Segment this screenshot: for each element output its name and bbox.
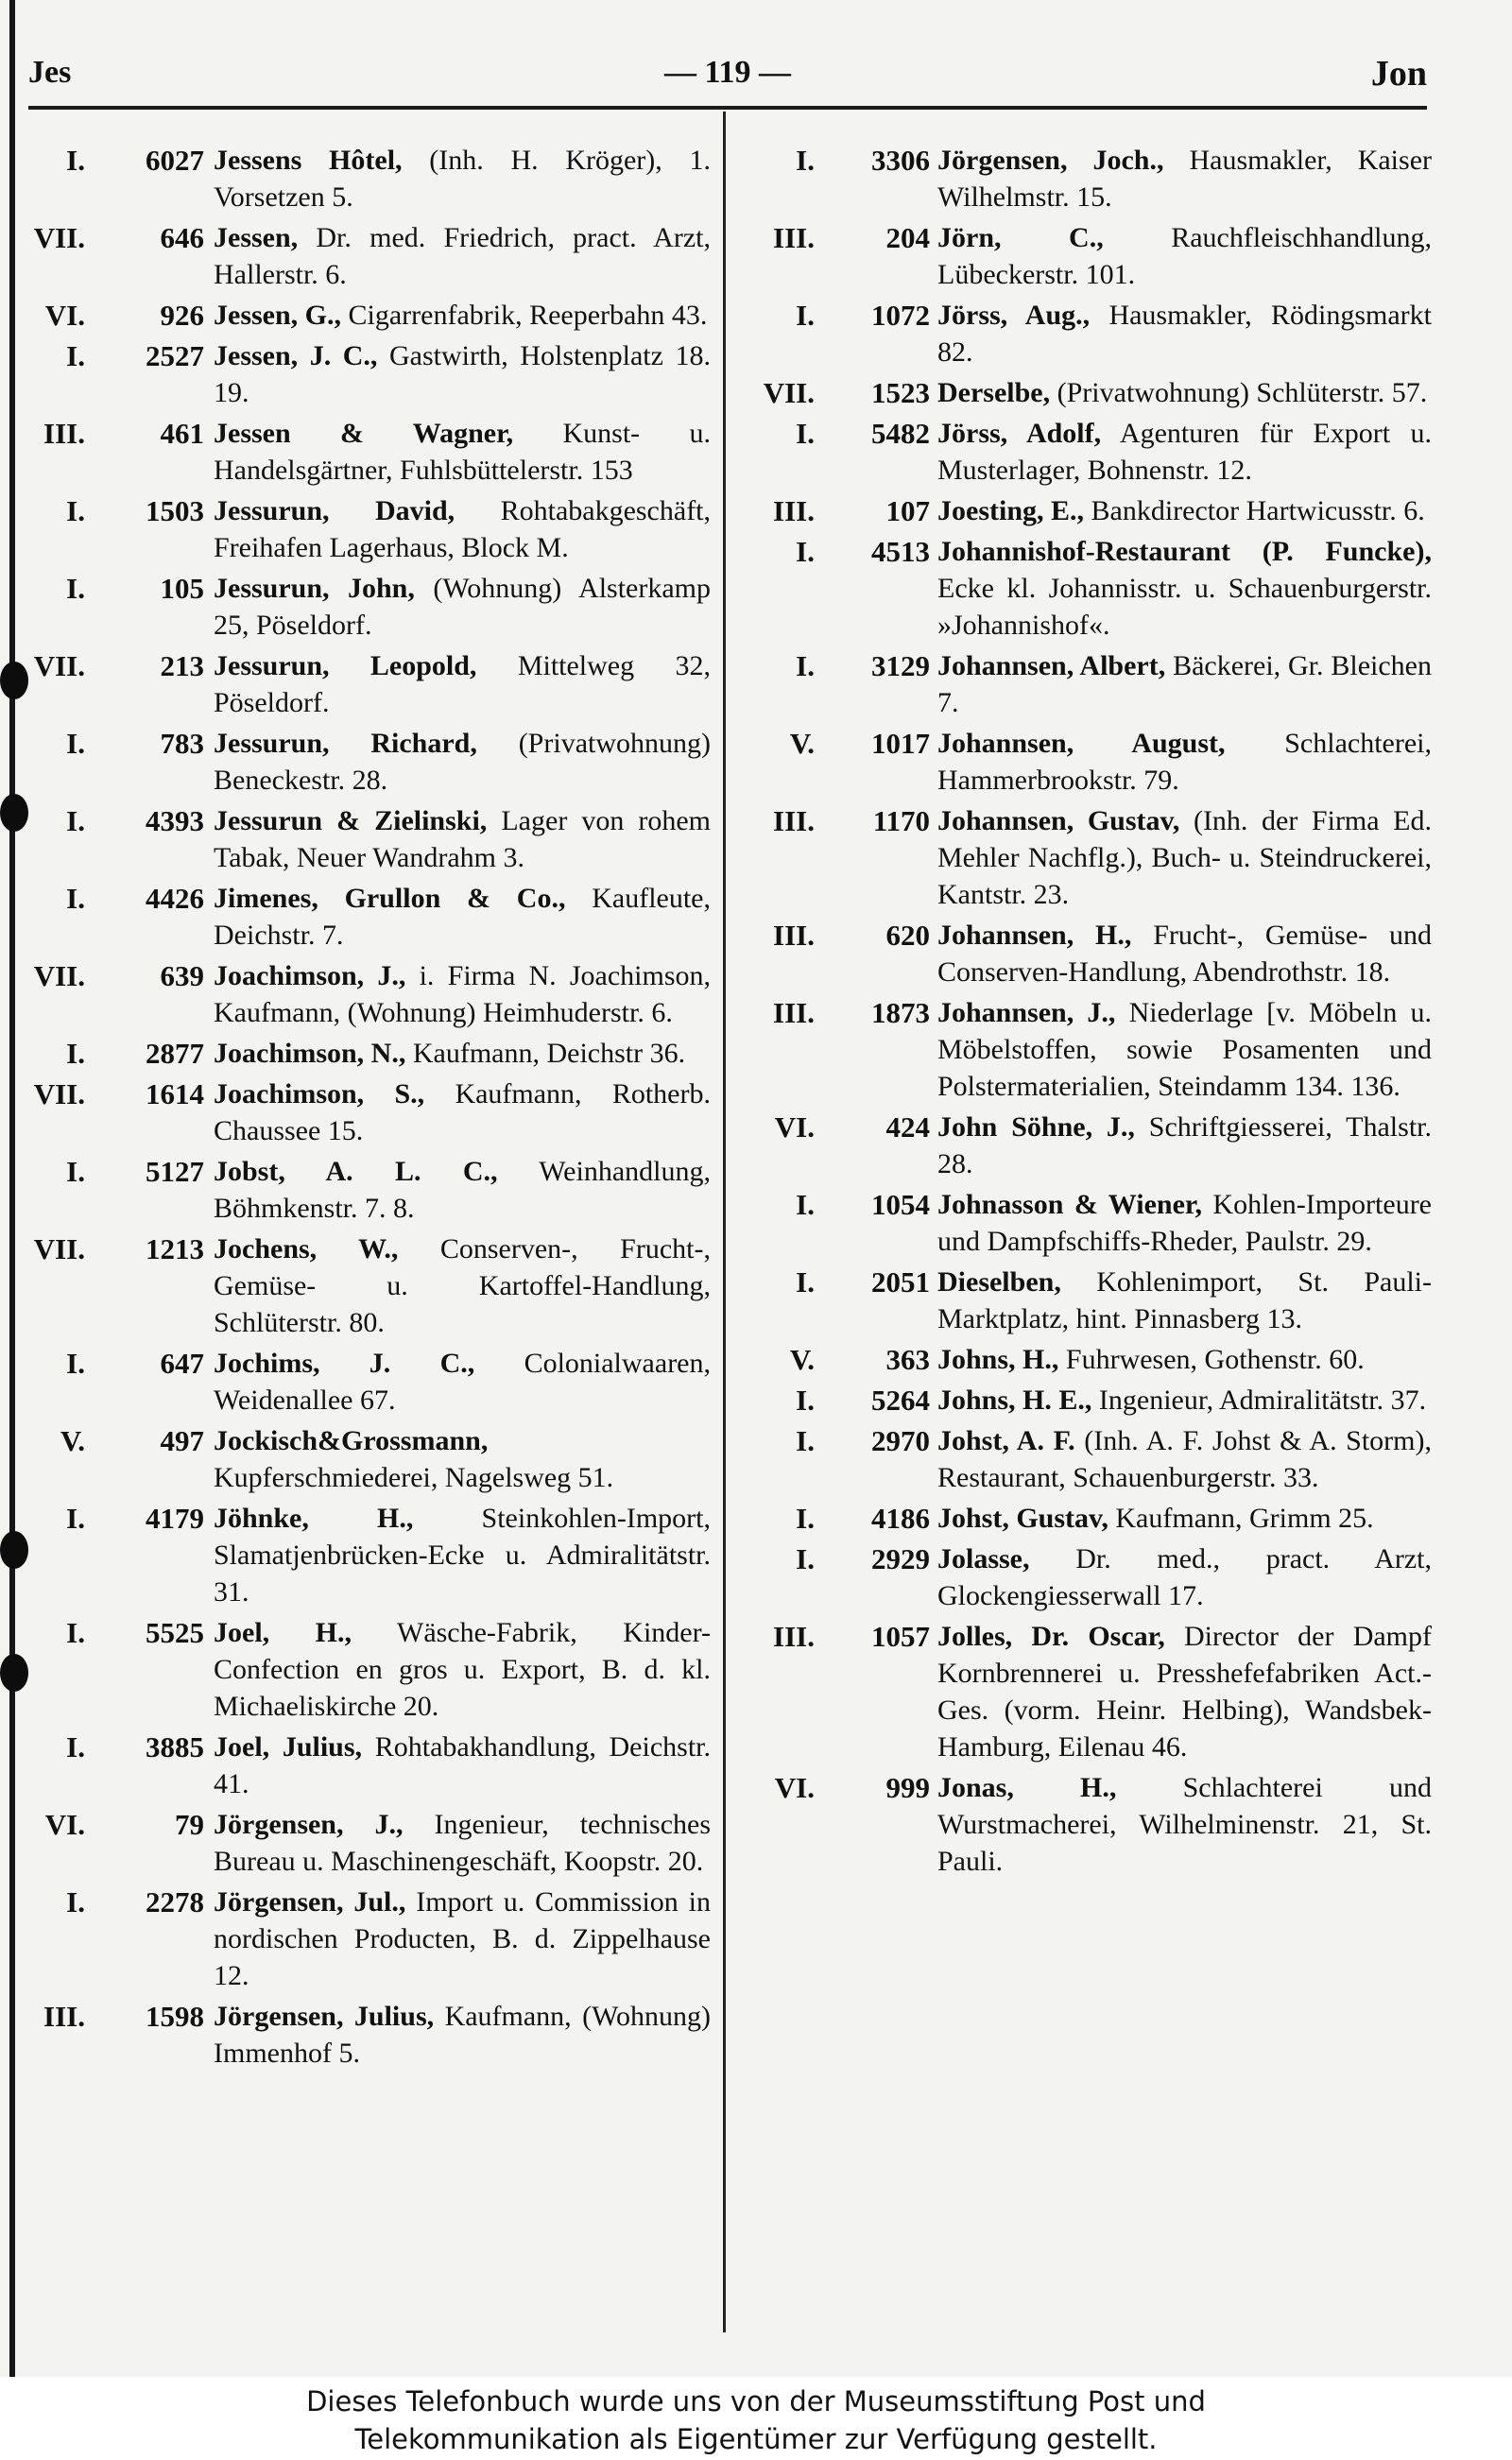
directory-entry <box>28 1345 711 1419</box>
entry-text <box>214 492 711 566</box>
entry-text <box>214 1075 711 1149</box>
subscriber-name: Jobst, A. L. C., <box>214 1156 498 1187</box>
subscriber-name: Johannsen, Albert, <box>937 650 1166 681</box>
directory-entry <box>737 1422 1432 1496</box>
directory-entry <box>28 957 711 1031</box>
binding-blot <box>0 662 28 699</box>
exchange-office: VI. <box>774 1771 815 1804</box>
subscriber-name: Johst, Gustav, <box>937 1503 1108 1534</box>
subscriber-details: (Privatwohnung) Beneckestr. 28. <box>214 728 711 796</box>
subscriber-details: Gastwirth, Holstenplatz 18. 19. <box>214 340 711 408</box>
exchange-office: VII. <box>33 1232 85 1265</box>
directory-entry <box>737 802 1432 913</box>
entry-text <box>937 492 1432 529</box>
subscriber-name: Jörgensen, Joch., <box>937 145 1164 176</box>
directory-entry <box>737 725 1432 799</box>
entry-text <box>937 802 1432 913</box>
directory-entry <box>28 1884 711 1994</box>
exchange-office: I. <box>66 1347 85 1380</box>
exchange-office: I. <box>66 1885 85 1918</box>
subscriber-details: Kupferschmiederei, Nagelsweg 51. <box>214 1462 614 1493</box>
phone-number: 5482 <box>871 417 930 450</box>
directory-entry <box>737 1618 1432 1765</box>
directory-entry <box>28 1806 711 1880</box>
subscriber-details: (Privatwohnung) Schlüterstr. 57. <box>1057 377 1428 408</box>
subscriber-details: Ecke kl. Johannisstr. u. Schauenburgerstr. »Johannishof«. <box>937 573 1432 641</box>
entry-text <box>214 647 711 721</box>
directory-entry <box>28 880 711 954</box>
phone-number: 783 <box>160 727 204 760</box>
phone-number: 926 <box>160 299 204 332</box>
entry-text <box>937 994 1432 1105</box>
subscriber-details: Director der Dampf Kornbrennerei u. Presshefefabriken Act.-Ges. (vorm. Heinr. Helbing), Wandsbek-Hamburg, Eilenau 46. <box>937 1621 1433 1763</box>
exchange-office: I. <box>796 144 815 177</box>
directory-entry <box>737 219 1432 293</box>
entry-text <box>214 1230 711 1341</box>
phone-number: 424 <box>885 1110 930 1144</box>
phone-number: 3129 <box>871 649 930 682</box>
exchange-office: I. <box>796 649 815 682</box>
subscriber-name: Jörgensen, Julius, <box>214 2001 435 2032</box>
exchange-office: I. <box>66 144 85 177</box>
subscriber-details: Kaufmann, Rotherb. Chaussee 15. <box>214 1078 711 1146</box>
subscriber-details: Conserven-, Frucht-, Gemüse- u. Kartoffel-Handlung, Schlüterstr. 80. <box>214 1233 711 1338</box>
subscriber-details: Kaufleute, Deichstr. 7. <box>214 883 711 951</box>
exchange-office: III. <box>773 221 815 254</box>
exchange-office: III. <box>773 1620 815 1653</box>
subscriber-details: Dr. med. Friedrich, pract. Arzt, Hallerstr. 6. <box>214 222 711 290</box>
phone-number: 639 <box>160 959 204 992</box>
exchange-office: I. <box>66 1502 85 1535</box>
subscriber-name: Jessen, <box>214 222 299 253</box>
phone-number: 4179 <box>146 1502 204 1535</box>
phone-number: 3885 <box>146 1730 204 1763</box>
entry-text <box>214 1500 711 1610</box>
phone-number: 1614 <box>146 1077 204 1110</box>
binding-blot <box>0 794 28 832</box>
subscriber-details: Ingenieur, Admiralitätstr. 37. <box>1098 1385 1427 1416</box>
entry-text <box>937 374 1432 411</box>
directory-entry <box>737 1186 1432 1260</box>
exchange-office: VI. <box>44 1808 85 1841</box>
directory-entry <box>737 1769 1432 1880</box>
subscriber-details: Agenturen für Export u. Musterlager, Bohnenstr. 12. <box>937 418 1432 486</box>
exchange-office: III. <box>773 996 815 1029</box>
exchange-office: I. <box>796 1502 815 1535</box>
exchange-office: I. <box>66 572 85 605</box>
directory-entry <box>28 570 711 644</box>
directory-entry <box>28 337 711 411</box>
directory-entry <box>737 492 1432 529</box>
subscriber-name: Joel, Julius, <box>214 1731 363 1763</box>
directory-entry <box>737 1109 1432 1182</box>
phone-number: 4513 <box>871 535 930 568</box>
directory-entry <box>737 1540 1432 1614</box>
directory-entry <box>737 917 1432 990</box>
subscriber-name: Jessurun, John, <box>214 573 415 604</box>
phone-number: 1017 <box>871 727 930 760</box>
phone-number: 1523 <box>871 376 930 409</box>
subscriber-name: Johns, H. E., <box>937 1385 1092 1416</box>
directory-entry <box>28 1153 711 1227</box>
entry-text <box>214 1884 711 1994</box>
exchange-office: I. <box>66 339 85 372</box>
exchange-office: I. <box>796 1188 815 1221</box>
binding-blot <box>0 1531 28 1569</box>
entry-text <box>214 1806 711 1880</box>
subscriber-name: Joachimson, S., <box>214 1078 425 1110</box>
phone-number: 1170 <box>872 804 930 837</box>
directory-entry <box>28 415 711 489</box>
subscriber-name: Johannishof-Restaurant (P. Funcke), <box>937 536 1432 567</box>
phone-number: 4186 <box>871 1502 930 1535</box>
entry-text <box>214 1153 711 1227</box>
page-number: — 119 — <box>663 55 792 90</box>
exchange-office: I. <box>66 1037 85 1070</box>
subscriber-details: Bankdirector Hartwicusstr. 6. <box>1091 495 1425 526</box>
subscriber-name: Joachimson, N., <box>214 1038 406 1069</box>
exchange-office: I. <box>796 417 815 450</box>
subscriber-details: Fuhrwesen, Gothenstr. 60. <box>1065 1344 1365 1375</box>
exchange-office: I. <box>796 299 815 332</box>
entry-text <box>214 297 711 334</box>
entry-text <box>937 1264 1432 1337</box>
entry-text <box>937 415 1432 489</box>
entry-text <box>214 142 711 215</box>
exchange-office: III. <box>43 2000 85 2033</box>
directory-entry <box>28 1998 711 2072</box>
exchange-office: I. <box>66 804 85 837</box>
subscriber-details: Ingenieur, technisches Bureau u. Maschinengeschäft, Koopstr. 20. <box>214 1809 712 1877</box>
exchange-office: I. <box>66 1155 85 1188</box>
subscriber-name: Jessurun, Richard, <box>214 728 477 759</box>
subscriber-details: Bäckerei, Gr. Bleichen 7. <box>937 650 1432 718</box>
phone-number: 1503 <box>146 494 204 527</box>
subscriber-details: Schlachterei, Hammerbrookstr. 79. <box>937 728 1432 796</box>
exchange-office: I. <box>66 882 85 915</box>
footer-line-1: Dieses Telefonbuch wurde uns von der Museumsstiftung Post und <box>306 2385 1206 2417</box>
phone-number: 620 <box>885 919 930 952</box>
subscriber-name: Joesting, E., <box>937 495 1085 526</box>
subscriber-details: Dr. med., pract. Arzt, Glockengiesserwall 17. <box>937 1543 1432 1611</box>
phone-number: 999 <box>885 1771 930 1804</box>
subscriber-name: Jochims, J. C., <box>214 1348 475 1379</box>
subscriber-details: Rohtabakgeschäft, Freihafen Lagerhaus, Block M. <box>214 495 712 563</box>
directory-entry <box>737 1341 1432 1378</box>
directory-entry <box>737 142 1432 215</box>
entry-text <box>214 337 711 411</box>
subscriber-name: Jonas, H., <box>937 1772 1117 1803</box>
subscriber-details: Weinhandlung, Böhmkenstr. 7. 8. <box>214 1156 711 1224</box>
subscriber-details: Import u. Commission in nordischen Producten, B. d. Zippelhause 12. <box>214 1886 711 1991</box>
phone-number: 5525 <box>146 1616 204 1649</box>
directory-entry <box>737 374 1432 411</box>
subscriber-details: Hausmakler, Kaiser Wilhelmstr. 15. <box>937 145 1432 213</box>
phone-number: 646 <box>160 221 204 254</box>
subscriber-name: Jimenes, Grullon & Co., <box>214 883 566 914</box>
phone-number: 3306 <box>871 144 930 177</box>
phone-number: 213 <box>160 649 204 682</box>
subscriber-details: Steinkohlen-Import, Slamatjenbrücken-Ecke u. Admiralitätstr. 31. <box>214 1503 711 1608</box>
exchange-office: I. <box>796 1542 815 1575</box>
entry-text <box>937 725 1432 799</box>
entry-text <box>937 917 1432 990</box>
subscriber-name: Jessurun & Zielinski, <box>214 805 488 836</box>
subscriber-details: (Inh. A. F. Johst & A. Storm), Restaurant, Schauenburgerstr. 33. <box>937 1425 1433 1493</box>
subscriber-name: Jochens, W., <box>214 1233 399 1264</box>
exchange-office: I. <box>796 1265 815 1299</box>
subscriber-details: Lager von rohem Tabak, Neuer Wandrahm 3. <box>214 805 712 873</box>
subscriber-name: Jolles, Dr. Oscar, <box>937 1621 1165 1652</box>
phone-number: 79 <box>175 1808 204 1841</box>
phone-number: 1072 <box>871 299 930 332</box>
left-column <box>28 142 711 2075</box>
exchange-office: VI. <box>774 1110 815 1144</box>
phone-number: 1873 <box>871 996 930 1029</box>
header-right-keyword: Jon <box>1370 54 1427 94</box>
subscriber-details: Kaufmann, (Wohnung) Immenhof 5. <box>214 2001 711 2069</box>
entry-text <box>937 1422 1432 1496</box>
subscriber-name: Johannsen, August, <box>937 728 1226 759</box>
exchange-office: III. <box>773 804 815 837</box>
column-divider <box>723 112 726 2332</box>
subscriber-name: Jörss, Adolf, <box>937 418 1102 449</box>
directory-entry <box>737 297 1432 370</box>
directory-entry <box>737 1382 1432 1419</box>
entry-text <box>937 142 1432 215</box>
exchange-office: V. <box>789 1343 815 1376</box>
directory-entry <box>28 725 711 799</box>
phone-number: 2877 <box>146 1037 204 1070</box>
directory-entry <box>28 1075 711 1149</box>
entry-text <box>937 647 1432 721</box>
subscriber-details: Rohtabakhandlung, Deichstr. 41. <box>214 1731 711 1799</box>
subscriber-details: Mittelweg 32, Pöseldorf. <box>214 650 711 718</box>
phone-number: 2970 <box>871 1424 930 1457</box>
subscriber-details: Cigarrenfabrik, Reeperbahn 43. <box>348 300 708 331</box>
subscriber-name: Jessen, G., <box>214 300 341 331</box>
subscriber-name: Jörgensen, J., <box>214 1809 404 1840</box>
subscriber-name: Jessurun, David, <box>214 495 455 526</box>
directory-entry <box>28 1230 711 1341</box>
exchange-office: I. <box>796 1424 815 1457</box>
binding-edge <box>9 0 15 2377</box>
entry-text <box>937 533 1432 644</box>
entry-text <box>937 1769 1432 1880</box>
phone-number: 107 <box>885 494 930 527</box>
directory-entry <box>28 492 711 566</box>
subscriber-name: Jöhnke, H., <box>214 1503 414 1534</box>
exchange-office: VI. <box>44 299 85 332</box>
phone-number: 204 <box>885 221 930 254</box>
subscriber-name: Derselbe, <box>937 377 1051 408</box>
subscriber-details: Frucht-, Gemüse- und Conserven-Handlung, Abendrothstr. 18. <box>937 920 1432 988</box>
subscriber-name: Joel, H., <box>214 1617 352 1648</box>
entry-text <box>214 415 711 489</box>
entry-text <box>214 802 711 876</box>
subscriber-name: Dieselben, <box>937 1266 1061 1298</box>
subscriber-details: Hausmakler, Rödingsmarkt 82. <box>937 300 1432 368</box>
exchange-office: V. <box>60 1424 85 1457</box>
subscriber-details: (Inh. H. Kröger), 1. Vorsetzen 5. <box>214 145 711 213</box>
entry-text <box>937 1500 1432 1537</box>
phone-number: 461 <box>160 417 204 450</box>
entry-text <box>937 1186 1432 1260</box>
exchange-office: III. <box>43 417 85 450</box>
directory-entry <box>737 647 1432 721</box>
phone-number: 6027 <box>146 144 204 177</box>
exchange-office: I. <box>66 1730 85 1763</box>
subscriber-details: (Inh. der Firma Ed. Mehler Nachflg.), Buch- u. Steindruckerei, Kantstr. 23. <box>937 805 1432 910</box>
exchange-office: I. <box>66 494 85 527</box>
entry-text <box>937 1109 1432 1182</box>
directory-entry <box>737 415 1432 489</box>
entry-text <box>937 1540 1432 1614</box>
exchange-office: III. <box>773 919 815 952</box>
exchange-office: I. <box>66 727 85 760</box>
binding-blot <box>0 1654 28 1692</box>
entry-text <box>214 219 711 293</box>
exchange-office: VII. <box>33 959 85 992</box>
subscriber-details: Kaufmann, Grimm 25. <box>1115 1503 1374 1534</box>
directory-entry <box>28 1614 711 1725</box>
entry-text <box>214 725 711 799</box>
exchange-office: VII. <box>33 649 85 682</box>
phone-number: 363 <box>885 1343 930 1376</box>
subscriber-name: Jörn, C., <box>937 222 1104 253</box>
directory-entry <box>28 219 711 293</box>
subscriber-details: Rauchfleischhandlung, Lübeckerstr. 101. <box>937 222 1432 290</box>
entry-text <box>937 1618 1432 1765</box>
subscriber-details: Schriftgiesserei, Thalstr. 28. <box>937 1111 1432 1179</box>
footer-note <box>0 2377 1512 2460</box>
directory-entry <box>737 1264 1432 1337</box>
directory-entry <box>737 1500 1432 1537</box>
subscriber-details: Kohlen-Importeure und Dampfschiffs-Rheder, Paulstr. 29. <box>937 1189 1432 1257</box>
subscriber-name: Jolasse, <box>937 1543 1030 1574</box>
directory-entry <box>28 1035 711 1072</box>
exchange-office: V. <box>789 727 815 760</box>
entry-text <box>214 1614 711 1725</box>
phone-number: 1057 <box>871 1620 930 1653</box>
exchange-office: I. <box>796 1384 815 1417</box>
subscriber-details: Kaufmann, Deichstr 36. <box>412 1038 686 1069</box>
directory-entry <box>737 533 1432 644</box>
subscriber-name: Joachimson, J., <box>214 960 406 991</box>
subscriber-details: Schlachterei und Wurstmacherei, Wilhelminenstr. 21, St. Pauli. <box>937 1772 1432 1877</box>
subscriber-details: Kohlenimport, St. Pauli-Marktplatz, hint. Pinnasberg 13. <box>937 1266 1432 1334</box>
subscriber-name: Johnasson & Wiener, <box>937 1189 1202 1220</box>
subscriber-name: Jessens Hôtel, <box>214 145 403 176</box>
subscriber-name: Johannsen, J., <box>937 997 1116 1028</box>
entry-text <box>937 219 1432 293</box>
subscriber-name: Jörgensen, Jul., <box>214 1886 406 1918</box>
exchange-office: VII. <box>33 1077 85 1110</box>
phone-number: 4393 <box>146 804 204 837</box>
phone-number: 4426 <box>146 882 204 915</box>
exchange-office: VII. <box>763 376 815 409</box>
subscriber-name: Jörss, Aug., <box>937 300 1091 331</box>
entry-text <box>214 570 711 644</box>
entry-text <box>937 297 1432 370</box>
phone-number: 105 <box>160 572 204 605</box>
subscriber-details: Kunst- u. Handelsgärtner, Fuhlsbüttelerstr. 153 <box>214 418 711 486</box>
phone-number: 2051 <box>871 1265 930 1299</box>
phone-number: 1054 <box>871 1188 930 1221</box>
entry-text <box>214 1422 711 1496</box>
directory-entry <box>28 802 711 876</box>
phone-number: 497 <box>160 1424 204 1457</box>
entry-text <box>214 1345 711 1419</box>
phone-number: 2929 <box>871 1542 930 1575</box>
phone-number: 647 <box>160 1347 204 1380</box>
entry-text <box>214 1998 711 2072</box>
directory-entry <box>28 1500 711 1610</box>
entry-text <box>214 1035 711 1072</box>
phone-number: 1598 <box>146 2000 204 2033</box>
subscriber-name: Jessurun, Leopold, <box>214 650 477 681</box>
directory-entry <box>737 994 1432 1105</box>
header-left-keyword: Jes <box>28 55 72 90</box>
exchange-office: VII. <box>33 221 85 254</box>
directory-entry <box>28 1729 711 1802</box>
directory-entry <box>28 647 711 721</box>
subscriber-name: Jessen, J. C., <box>214 340 378 371</box>
subscriber-name: Johannsen, Gustav, <box>937 805 1180 836</box>
page-header <box>28 47 1427 104</box>
phone-number: 2527 <box>146 339 204 372</box>
subscriber-name: John Söhne, J., <box>937 1111 1135 1143</box>
directory-entry <box>28 142 711 215</box>
phone-number: 5127 <box>146 1155 204 1188</box>
footer-line-2: Telekommunikation als Eigentümer zur Verfügung gestellt. <box>354 2423 1158 2455</box>
exchange-office: I. <box>66 1616 85 1649</box>
entry-text <box>937 1382 1432 1419</box>
entry-text <box>214 880 711 954</box>
phone-number: 5264 <box>871 1384 930 1417</box>
phone-number: 1213 <box>146 1232 204 1265</box>
exchange-office: I. <box>796 535 815 568</box>
header-rule <box>28 106 1427 110</box>
subscriber-details: Colonialwaaren, Weidenallee 67. <box>214 1348 711 1416</box>
subscriber-details: Niederlage [v. Möbeln u. Möbelstoffen, sowie Posamenten und Polstermaterialien, Steindamm 134. 136. <box>937 997 1432 1102</box>
subscriber-name: Johst, A. F. <box>937 1425 1075 1456</box>
subscriber-name: Johns, H., <box>937 1344 1059 1375</box>
exchange-office: III. <box>773 494 815 527</box>
entry-text <box>214 1729 711 1802</box>
subscriber-details: (Wohnung) Alsterkamp 25, Pöseldorf. <box>214 573 712 641</box>
subscriber-details: Wäsche-Fabrik, Kinder-Confection en gros u. Export, B. d. kl. Michaeliskirche 20. <box>214 1617 711 1722</box>
subscriber-name: Jockisch&Grossmann, <box>214 1425 489 1456</box>
directory-entry <box>28 1422 711 1496</box>
subscriber-name: Jessen & Wagner, <box>214 418 514 449</box>
phone-number: 2278 <box>146 1885 204 1918</box>
subscriber-details: i. Firma N. Joachimson, Kaufmann, (Wohnung) Heimhuderstr. 6. <box>214 960 712 1028</box>
directory-entry <box>28 297 711 334</box>
right-column <box>737 142 1432 1884</box>
entry-text <box>937 1341 1432 1378</box>
subscriber-name: Johannsen, H., <box>937 920 1132 951</box>
entry-text <box>214 957 711 1031</box>
